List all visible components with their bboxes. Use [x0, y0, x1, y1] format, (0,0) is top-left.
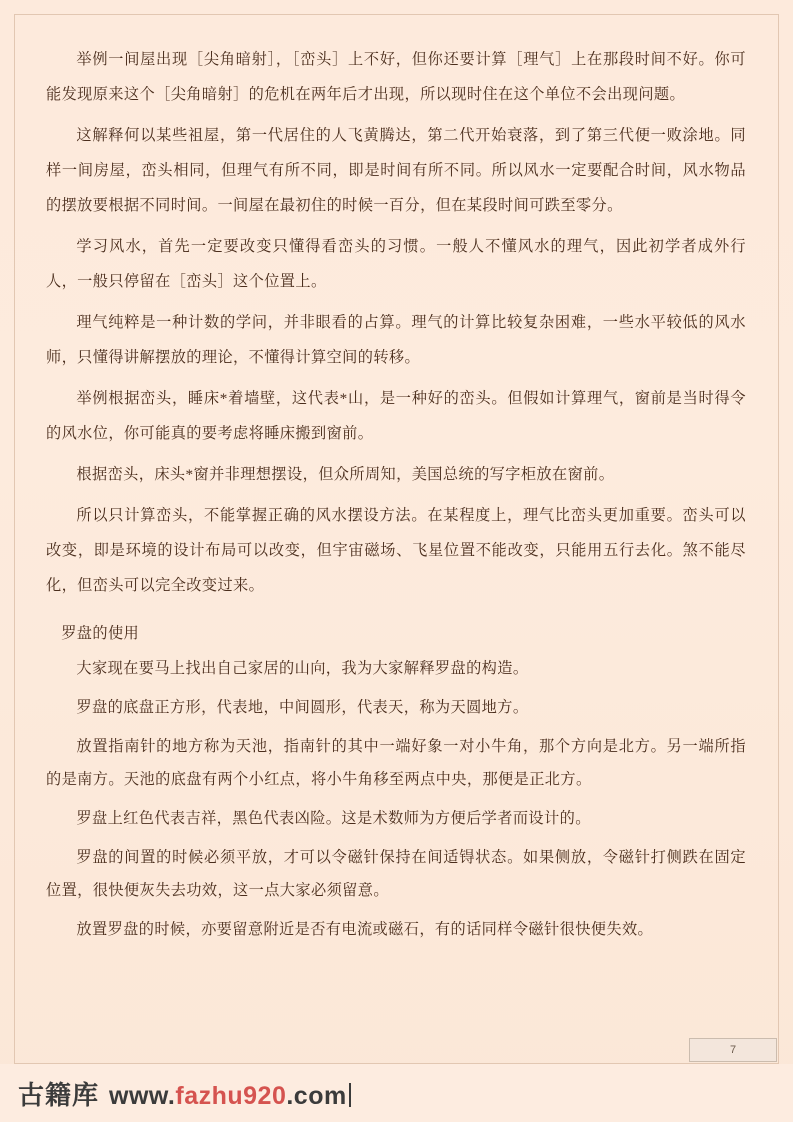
paragraph: 举例一间屋出现［尖角暗射］，［峦头］上不好，但你还要计算［理气］上在那段时间不好。你可能发现原来这个［尖角暗射］的危机在两年后才出现，所以现时住在这个单位不会出现问题。: [46, 51, 746, 103]
text-cursor: [349, 1083, 351, 1107]
paragraph: 放置罗盘的时候，亦要留意附近是否有电流或磁石，有的话同样令磁针很快便失效。: [76, 921, 654, 938]
page-number-value: 7: [729, 1044, 737, 1056]
brand-url-prefix: www.: [109, 1081, 176, 1110]
brand-url-suffix: .com: [286, 1081, 347, 1110]
paragraph: 这解释何以某些祖屋，第一代居住的人飞黄腾达，第二代开始衰落，到了第三代便一败涂地。同样一间房屋，峦头相同，但理气有所不同，即是时间有所不同。所以风水一定要配合时间，风水物品的摆放要根据不同时间。一间屋在最初住的时候一百分，但在某段时间可跌至零分。: [46, 127, 746, 214]
paragraph: 根据峦头，床头*窗并非理想摆设，但众所周知，美国总统的写字柜放在窗前。: [76, 466, 615, 483]
paragraph: 罗盘上红色代表吉祥，黑色代表凶险。这是术数师为方便后学者而设计的。: [76, 810, 591, 827]
paragraph: 举例根据峦头，睡床*着墙壁，这代表*山，是一种好的峦头。但假如计算理气，窗前是当时得令的风水位，你可能真的要考虑将睡床搬到窗前。: [46, 390, 746, 442]
brand-url: [109, 1080, 351, 1111]
paragraph: 所以只计算峦头，不能掌握正确的风水摆设方法。在某程度上，理气比峦头更加重要。峦头可以改变，即是环境的设计布局可以改变，但宇宙磁场、飞星位置不能改变，只能用五行去化。煞不能尽化，但峦头可以完全改变过来。: [46, 507, 746, 594]
paragraph: 理气纯粹是一种计数的学问，并非眼看的占算。理气的计算比较复杂困难，一些水平较低的风水师，只懂得讲解摆放的理论，不懂得计算空间的转移。: [46, 314, 746, 366]
paragraph: 罗盘的底盘正方形，代表地，中间圆形，代表天，称为天圆地方。: [76, 699, 529, 716]
paragraph: 放置指南针的地方称为天池，指南针的其中一端好象一对小牛角，那个方向是北方。另一端所指的是南方。天池的底盘有两个小红点，将小牛角移至两点中央，那便是正北方。: [46, 738, 746, 788]
page-number: [689, 1038, 777, 1062]
paragraph: 罗盘的间置的时候必须平放，才可以令磁针保持在间适锝状态。如果侧放，令磁针打侧跌在固定位置，很快便灰失去功效，这一点大家必须留意。: [46, 849, 746, 899]
paragraph: 学习风水，首先一定要改变只懂得看峦头的习惯。一般人不懂风水的理气，因此初学者成外行人，一般只停留在［峦头］这个位置上。: [46, 238, 746, 290]
section-heading: 罗盘的使用: [61, 625, 140, 642]
paragraph: 大家现在要马上找出自己家居的山向，我为大家解释罗盘的构造。: [76, 660, 529, 677]
brand-url-name: fazhu920: [175, 1081, 287, 1110]
brand-name-cn: 古籍库: [18, 1080, 100, 1110]
document-body: [46, 42, 746, 952]
footer-watermark: [0, 1064, 793, 1122]
